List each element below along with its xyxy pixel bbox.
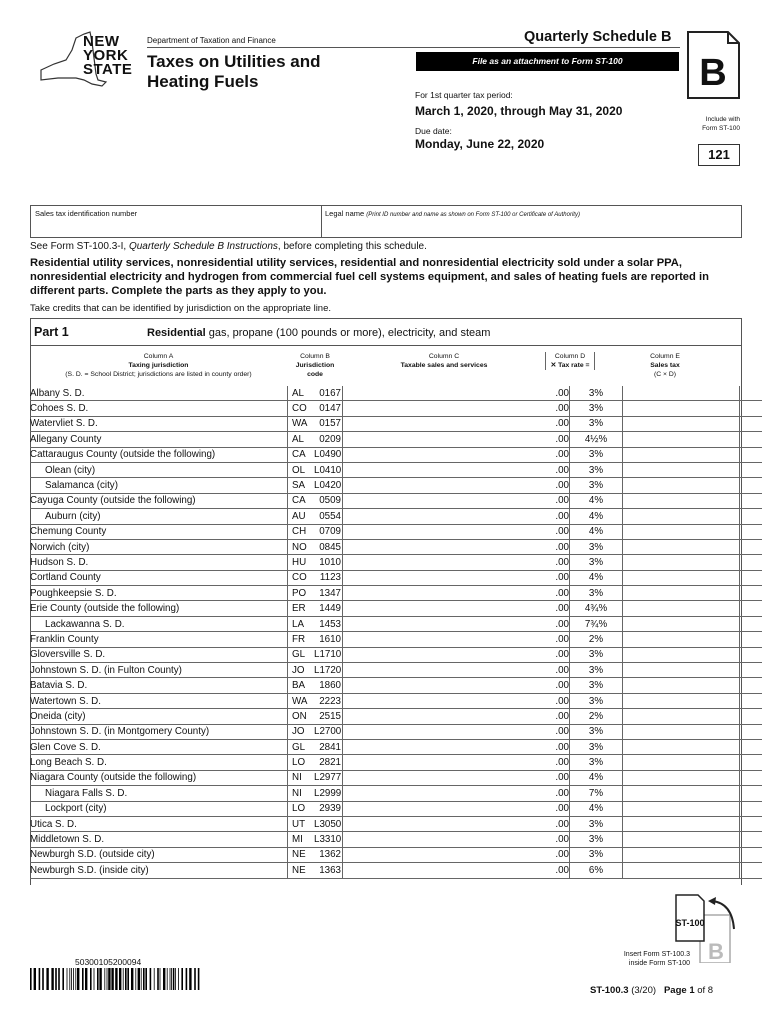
cents-input[interactable] <box>740 616 763 631</box>
jurisdiction-name: Johnstown S. D. (in Montgomery County) <box>30 724 288 739</box>
jurisdiction-code: CO 1123 <box>288 570 343 585</box>
cents-input[interactable] <box>740 447 763 462</box>
taxable-sales-input[interactable]: .00 <box>343 832 570 847</box>
taxable-sales-input[interactable]: .00 <box>343 647 570 662</box>
sales-tax-input[interactable] <box>623 616 740 631</box>
schedule-title: Quarterly Schedule B <box>524 29 672 45</box>
form-code: 121 <box>698 144 740 166</box>
sales-tax-input[interactable] <box>623 832 740 847</box>
jurisdiction-code: PO 1347 <box>288 586 343 601</box>
sales-tax-input[interactable] <box>623 678 740 693</box>
sales-tax-input[interactable] <box>623 462 740 477</box>
table-row <box>30 693 762 708</box>
tax-rate: 7% <box>570 786 623 801</box>
jurisdiction-name: Poughkeepsie S. D. <box>30 586 288 601</box>
taxable-sales-input[interactable]: .00 <box>343 801 570 816</box>
jurisdiction-code: SA L0420 <box>288 478 343 493</box>
cents-input[interactable] <box>740 509 763 524</box>
sales-tax-input[interactable] <box>623 570 740 585</box>
department-name: Department of Taxation and Finance <box>147 36 276 45</box>
jurisdiction-name: Norwich (city) <box>30 539 288 554</box>
cents-input[interactable] <box>740 832 763 847</box>
taxable-sales-input[interactable]: .00 <box>343 524 570 539</box>
column-e-header: Column E Sales tax (C × D) <box>650 353 680 378</box>
jurisdiction-name: Albany S. D. <box>30 386 288 401</box>
jurisdiction-name: Niagara Falls S. D. <box>30 786 288 801</box>
jurisdiction-code: MI L3310 <box>288 832 343 847</box>
jurisdiction-code: LA 1453 <box>288 616 343 631</box>
sales-tax-input[interactable] <box>623 847 740 862</box>
sales-tax-input[interactable] <box>623 416 740 431</box>
cents-input[interactable] <box>740 847 763 862</box>
cents-input[interactable] <box>740 401 763 416</box>
table-row <box>30 770 762 785</box>
jurisdiction-name: Oneida (city) <box>30 709 288 724</box>
jurisdiction-table <box>30 386 762 879</box>
taxable-sales-input[interactable]: .00 <box>343 847 570 862</box>
table-row <box>30 509 762 524</box>
jurisdiction-code: NE 1363 <box>288 863 343 878</box>
tax-rate: 3% <box>570 539 623 554</box>
jurisdiction-code: ON 2515 <box>288 709 343 724</box>
jurisdiction-code: NO 0845 <box>288 539 343 554</box>
cents-input[interactable] <box>740 632 763 647</box>
sales-tax-input[interactable] <box>623 447 740 462</box>
jurisdiction-name: Gloversville S. D. <box>30 647 288 662</box>
table-row <box>30 647 762 662</box>
jurisdiction-code: LO 2939 <box>288 801 343 816</box>
table-row <box>30 847 762 862</box>
cents-input[interactable] <box>740 786 763 801</box>
tax-rate: 3% <box>570 847 623 862</box>
tax-rate: 3% <box>570 693 623 708</box>
table-row <box>30 678 762 693</box>
jurisdiction-code: NI L2977 <box>288 770 343 785</box>
sales-tax-input[interactable] <box>623 816 740 831</box>
tax-rate: 4¾% <box>570 601 623 616</box>
taxable-sales-input[interactable]: .00 <box>343 616 570 631</box>
attach-note: File as an attachment to Form ST-100 <box>416 52 679 71</box>
jurisdiction-name: Cayuga County (outside the following) <box>30 493 288 508</box>
taxable-sales-input[interactable]: .00 <box>343 693 570 708</box>
taxable-sales-input[interactable]: .00 <box>343 663 570 678</box>
taxable-sales-input[interactable]: .00 <box>343 786 570 801</box>
jurisdiction-code: CA 0509 <box>288 493 343 508</box>
jurisdiction-name: Johnstown S. D. (in Fulton County) <box>30 663 288 678</box>
jurisdiction-code: CO 0147 <box>288 401 343 416</box>
part1-label: Part 1 <box>34 325 69 339</box>
jurisdiction-code: AL 0209 <box>288 432 343 447</box>
cents-input[interactable] <box>740 739 763 754</box>
cents-input[interactable] <box>740 478 763 493</box>
jurisdiction-code: LO 2821 <box>288 755 343 770</box>
schedule-b-icon <box>686 30 741 100</box>
header-divider <box>147 47 680 48</box>
table-row <box>30 462 762 477</box>
tax-rate: 4½% <box>570 432 623 447</box>
sales-tax-input[interactable] <box>623 863 740 878</box>
table-row <box>30 401 762 416</box>
barcode-number: 50300105200094 <box>75 957 142 967</box>
table-row <box>30 447 762 462</box>
table-row <box>30 493 762 508</box>
reporting-instructions: Residential utility services, nonresidential utility services, residential and nonresidential electricity sold under a solar PPA, nonresidential electricity and hydrogen from commercial fuel cell systems equipment, and sales of heating fuels are reported in different parts. Complete the parts as they apply to you. <box>30 257 709 297</box>
taxable-sales-input[interactable]: .00 <box>343 709 570 724</box>
table-row <box>30 386 762 401</box>
jurisdiction-code: CH 0709 <box>288 524 343 539</box>
taxable-sales-input[interactable]: .00 <box>343 770 570 785</box>
tax-rate: 3% <box>570 416 623 431</box>
table-row <box>30 832 762 847</box>
column-c-header: Column C Taxable sales and services <box>400 353 488 369</box>
cents-input[interactable] <box>740 816 763 831</box>
jurisdiction-code: OL L0410 <box>288 462 343 477</box>
jurisdiction-name: Newburgh S.D. (outside city) <box>30 847 288 862</box>
sales-tax-input[interactable] <box>623 663 740 678</box>
sales-tax-input[interactable] <box>623 478 740 493</box>
sales-tax-input[interactable] <box>623 386 740 401</box>
column-a-header: Column A Taxing jurisdiction (S. D. = School District; jurisdictions are listed in county order) <box>65 353 252 378</box>
tax-rate: 3% <box>570 586 623 601</box>
cents-input[interactable] <box>740 724 763 739</box>
cents-input[interactable] <box>740 863 763 878</box>
part1-title: Residential gas, propane (100 pounds or more), electricity, and steam <box>147 327 491 339</box>
tax-rate: 3% <box>570 386 623 401</box>
taxable-sales-input[interactable]: .00 <box>343 724 570 739</box>
jurisdiction-name: Lockport (city) <box>30 801 288 816</box>
table-row <box>30 616 762 631</box>
insert-note: Insert Form ST-100.3 inside Form ST-100 <box>623 951 690 967</box>
sales-tax-input[interactable] <box>623 770 740 785</box>
jurisdiction-name: Watervliet S. D. <box>30 416 288 431</box>
jurisdiction-code: AL 0167 <box>288 386 343 401</box>
logo-text: NEW YORK STATE <box>83 33 133 78</box>
jurisdiction-name: Hudson S. D. <box>30 555 288 570</box>
cents-input[interactable] <box>740 416 763 431</box>
taxable-sales-input[interactable]: .00 <box>343 863 570 878</box>
jurisdiction-code: BA 1860 <box>288 678 343 693</box>
include-note: Include with Form ST-100 <box>702 116 740 132</box>
barcode <box>30 968 200 990</box>
tax-rate: 6% <box>570 863 623 878</box>
tax-rate: 4% <box>570 570 623 585</box>
tax-rate: 7¾% <box>570 616 623 631</box>
table-row <box>30 863 762 878</box>
cents-input[interactable] <box>740 555 763 570</box>
taxable-sales-input[interactable]: .00 <box>343 739 570 754</box>
jurisdiction-code: AU 0554 <box>288 509 343 524</box>
multiply-icon: ✕ <box>550 362 557 369</box>
taxable-sales-input[interactable]: .00 <box>343 447 570 462</box>
table-row <box>30 478 762 493</box>
form-title: Taxes on Utilities and Heating Fuels <box>147 52 321 91</box>
taxable-sales-input[interactable]: .00 <box>343 432 570 447</box>
form-footer: ST-100.3 (3/20) Page 1 of 8 <box>590 985 714 996</box>
tax-rate: 2% <box>570 632 623 647</box>
table-row <box>30 724 762 739</box>
sales-tax-id-label: Sales tax identification number <box>35 209 138 218</box>
schedule-letter: B <box>699 52 727 94</box>
taxable-sales-input[interactable]: .00 <box>343 462 570 477</box>
sales-tax-input[interactable] <box>623 401 740 416</box>
tax-rate: 4% <box>570 493 623 508</box>
taxable-sales-input[interactable]: .00 <box>343 386 570 401</box>
cents-input[interactable] <box>740 801 763 816</box>
sales-tax-input[interactable] <box>623 586 740 601</box>
insert-b-letter: B <box>708 939 724 963</box>
sales-tax-input[interactable] <box>623 709 740 724</box>
table-row <box>30 709 762 724</box>
cents-input[interactable] <box>740 693 763 708</box>
table-row <box>30 739 762 754</box>
jurisdiction-code: NI L2999 <box>288 786 343 801</box>
cents-input[interactable] <box>740 647 763 662</box>
tax-rate: 3% <box>570 739 623 754</box>
jurisdiction-name: Cortland County <box>30 570 288 585</box>
cents-input[interactable] <box>740 586 763 601</box>
tax-rate: 3% <box>570 462 623 477</box>
tax-rate: 3% <box>570 724 623 739</box>
jurisdiction-name: Salamanca (city) <box>30 478 288 493</box>
cents-input[interactable] <box>740 524 763 539</box>
cents-input[interactable] <box>740 601 763 616</box>
table-row <box>30 816 762 831</box>
sales-tax-input[interactable] <box>623 493 740 508</box>
taxable-sales-input[interactable]: .00 <box>343 755 570 770</box>
sales-tax-input[interactable] <box>623 601 740 616</box>
jurisdiction-name: Watertown S. D. <box>30 693 288 708</box>
instructions-reference: See Form ST-100.3-I, Quarterly Schedule B Instructions, before completing this schedule. <box>30 241 427 252</box>
cents-input[interactable] <box>740 462 763 477</box>
jurisdiction-name: Olean (city) <box>30 462 288 477</box>
table-row <box>30 663 762 678</box>
taxable-sales-input[interactable]: .00 <box>343 555 570 570</box>
due-date-label: Due date: <box>415 126 452 136</box>
sales-tax-input[interactable] <box>623 509 740 524</box>
jurisdiction-name: Utica S. D. <box>30 816 288 831</box>
tax-rate: 3% <box>570 678 623 693</box>
period-label: For 1st quarter tax period: <box>415 90 513 100</box>
cents-input[interactable] <box>740 770 763 785</box>
taxable-sales-input[interactable]: .00 <box>343 678 570 693</box>
jurisdiction-name: Cohoes S. D. <box>30 401 288 416</box>
taxable-sales-input[interactable]: .00 <box>343 539 570 554</box>
jurisdiction-name: Allegany County <box>30 432 288 447</box>
cents-input[interactable] <box>740 493 763 508</box>
jurisdiction-name: Cattaraugus County (outside the following) <box>30 447 288 462</box>
credits-note: Take credits that can be identified by jurisdiction on the appropriate line. <box>30 303 332 314</box>
table-row <box>30 601 762 616</box>
sales-tax-input[interactable] <box>623 786 740 801</box>
sales-tax-input[interactable] <box>623 524 740 539</box>
taxable-sales-input[interactable]: .00 <box>343 509 570 524</box>
sales-tax-input[interactable] <box>623 724 740 739</box>
tax-rate: 3% <box>570 663 623 678</box>
tax-rate: 4% <box>570 524 623 539</box>
cents-input[interactable] <box>740 432 763 447</box>
tax-rate: 4% <box>570 770 623 785</box>
jurisdiction-name: Niagara County (outside the following) <box>30 770 288 785</box>
due-date: Monday, June 22, 2020 <box>415 137 545 151</box>
sales-tax-input[interactable] <box>623 755 740 770</box>
jurisdiction-name: Glen Cove S. D. <box>30 739 288 754</box>
jurisdiction-name: Batavia S. D. <box>30 678 288 693</box>
jurisdiction-code: GL L1710 <box>288 647 343 662</box>
equals-icon: = <box>585 362 590 369</box>
table-row <box>30 632 762 647</box>
cents-input[interactable] <box>740 678 763 693</box>
sales-tax-input[interactable] <box>623 693 740 708</box>
table-row <box>30 570 762 585</box>
taxable-sales-input[interactable]: .00 <box>343 601 570 616</box>
jurisdiction-code: ER 1449 <box>288 601 343 616</box>
table-row <box>30 539 762 554</box>
legal-name-label: Legal name (Print ID number and name as shown on Form ST-100 or Certificate of Authority) <box>325 209 580 218</box>
taxable-sales-input[interactable]: .00 <box>343 570 570 585</box>
tax-rate: 3% <box>570 647 623 662</box>
column-d-header: Column D ✕ Tax rate = <box>545 352 595 370</box>
tax-rate: 3% <box>570 447 623 462</box>
cents-input[interactable] <box>740 386 763 401</box>
table-row <box>30 432 762 447</box>
insert-st100-label: ST-100 <box>675 918 705 928</box>
taxable-sales-input[interactable]: .00 <box>343 816 570 831</box>
taxable-sales-input[interactable]: .00 <box>343 416 570 431</box>
table-row <box>30 524 762 539</box>
cents-input[interactable] <box>740 755 763 770</box>
table-row <box>30 555 762 570</box>
taxable-sales-input[interactable]: .00 <box>343 401 570 416</box>
jurisdiction-code: WA 0157 <box>288 416 343 431</box>
taxable-sales-input[interactable]: .00 <box>343 478 570 493</box>
tax-rate: 3% <box>570 555 623 570</box>
jurisdiction-code: JO L1720 <box>288 663 343 678</box>
sales-tax-input[interactable] <box>623 801 740 816</box>
sales-tax-input[interactable] <box>623 539 740 554</box>
column-b-header: Column B Jurisdiction code <box>295 353 335 378</box>
jurisdiction-code: NE 1362 <box>288 847 343 862</box>
cents-input[interactable] <box>740 539 763 554</box>
tax-rate: 4% <box>570 509 623 524</box>
jurisdiction-name: Chemung County <box>30 524 288 539</box>
tax-rate: 3% <box>570 816 623 831</box>
jurisdiction-name: Middletown S. D. <box>30 832 288 847</box>
cents-input[interactable] <box>740 663 763 678</box>
jurisdiction-code: JO L2700 <box>288 724 343 739</box>
tax-rate: 3% <box>570 401 623 416</box>
taxable-sales-input[interactable]: .00 <box>343 586 570 601</box>
jurisdiction-name: Long Beach S. D. <box>30 755 288 770</box>
sales-tax-input[interactable] <box>623 632 740 647</box>
jurisdiction-code: FR 1610 <box>288 632 343 647</box>
jurisdiction-code: UT L3050 <box>288 816 343 831</box>
jurisdiction-code: HU 1010 <box>288 555 343 570</box>
tax-rate: 2% <box>570 709 623 724</box>
cents-input[interactable] <box>740 709 763 724</box>
jurisdiction-code: CA L0490 <box>288 447 343 462</box>
tax-rate: 4% <box>570 801 623 816</box>
jurisdiction-name: Auburn (city) <box>30 509 288 524</box>
jurisdiction-name: Lackawanna S. D. <box>30 616 288 631</box>
jurisdiction-name: Franklin County <box>30 632 288 647</box>
sales-tax-input[interactable] <box>623 432 740 447</box>
sales-tax-input[interactable] <box>623 555 740 570</box>
cents-input[interactable] <box>740 570 763 585</box>
sales-tax-input[interactable] <box>623 647 740 662</box>
tax-period: March 1, 2020, through May 31, 2020 <box>415 104 623 118</box>
taxable-sales-input[interactable]: .00 <box>343 493 570 508</box>
taxable-sales-input[interactable]: .00 <box>343 632 570 647</box>
id-name-box <box>30 205 742 238</box>
table-row <box>30 801 762 816</box>
jurisdiction-name: Newburgh S.D. (inside city) <box>30 863 288 878</box>
sales-tax-input[interactable] <box>623 739 740 754</box>
table-row <box>30 416 762 431</box>
tax-rate: 3% <box>570 832 623 847</box>
table-row <box>30 755 762 770</box>
table-row <box>30 586 762 601</box>
table-row <box>30 786 762 801</box>
jurisdiction-code: WA 2223 <box>288 693 343 708</box>
tax-rate: 3% <box>570 478 623 493</box>
jurisdiction-code: GL 2841 <box>288 739 343 754</box>
tax-rate: 3% <box>570 755 623 770</box>
jurisdiction-name: Erie County (outside the following) <box>30 601 288 616</box>
